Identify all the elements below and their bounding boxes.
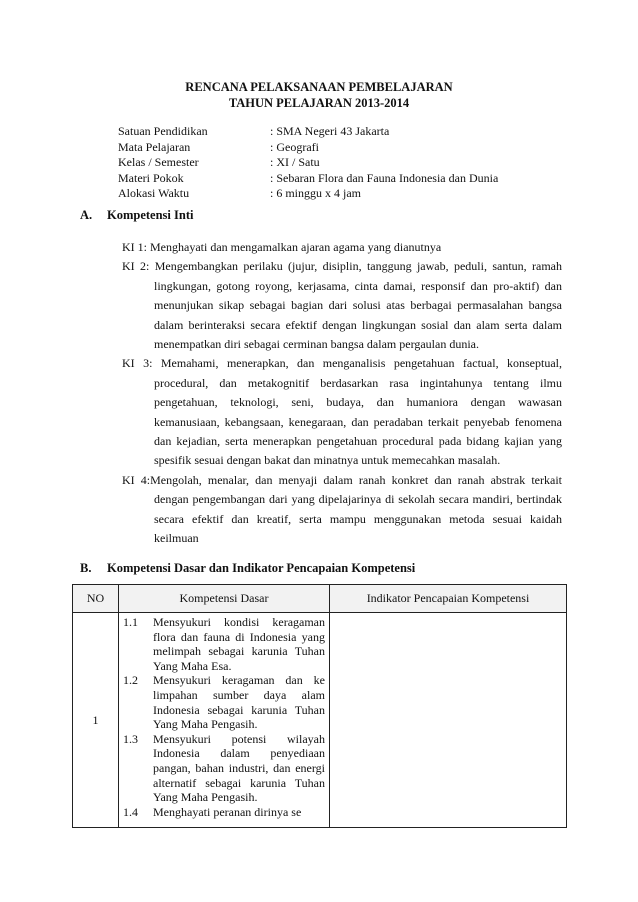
info-row bbox=[118, 155, 498, 171]
header-indikator: Indikator Pencapaian Kompetensi bbox=[330, 585, 567, 613]
section-letter: A. bbox=[80, 208, 93, 222]
info-value: : Geografi bbox=[270, 139, 319, 154]
section-title: Kompetensi Dasar dan Indikator Pencapaian Kompetensi bbox=[107, 561, 416, 575]
info-value: : 6 minggu x 4 jam bbox=[270, 186, 361, 201]
info-value: : Sebaran Flora dan Fauna Indonesia dan Dunia bbox=[270, 170, 499, 185]
kd-number: 1.4 bbox=[123, 804, 138, 819]
kd-item bbox=[123, 615, 325, 673]
identity-block bbox=[118, 124, 498, 202]
table-row bbox=[73, 613, 567, 828]
kd-number: 1.2 bbox=[123, 673, 138, 688]
table-header-row bbox=[73, 585, 567, 613]
kd-item bbox=[123, 805, 325, 820]
kd-text: Mensyukuri keragaman dan ke limpahan sumber daya alam Indonesia sebagai karunia Tuhan Yang Maha Pengasih. bbox=[153, 673, 325, 732]
kd-number: 1.1 bbox=[123, 615, 138, 629]
header-no: NO bbox=[73, 585, 119, 613]
kompetensi-dasar-cell bbox=[119, 613, 330, 828]
info-label: Alokasi Waktu bbox=[118, 186, 190, 201]
info-row bbox=[118, 124, 498, 140]
kd-text: Mensyukuri potensi wilayah Indonesia dalam penyediaan pangan, bahan industri, dan energi alternatif sebagai karunia Tuhan Yang Maha Pengasih. bbox=[153, 731, 325, 805]
kd-item bbox=[123, 673, 325, 731]
info-row bbox=[118, 140, 498, 156]
kd-number: 1.3 bbox=[123, 731, 138, 746]
kd-text: Mensyukuri kondisi keragaman flora dan fauna di Indonesia yang melimpah sebagai karunia Tuhan Yang Maha Esa. bbox=[153, 615, 325, 673]
info-label: Satuan Pendidikan bbox=[118, 124, 208, 138]
kd-text: Menghayati peranan dirinya se bbox=[153, 804, 302, 819]
section-b-heading bbox=[80, 561, 415, 576]
section-title: Kompetensi Inti bbox=[107, 208, 194, 222]
info-row bbox=[118, 171, 498, 187]
ki-item: KI 1: Menghayati dan mengamalkan ajaran agama yang dianutnya bbox=[122, 240, 442, 254]
document-title: RENCANA PELAKSANAAN PEMBELAJARAN bbox=[185, 80, 453, 94]
info-value: : XI / Satu bbox=[270, 155, 320, 170]
indikator-cell bbox=[330, 613, 567, 828]
kompetensi-inti-list bbox=[122, 238, 562, 549]
header-kompetensi-dasar: Kompetensi Dasar bbox=[119, 585, 330, 613]
ki-item: KI 4:Mengolah, menalar, dan menyaji dalam ranah konkret dan ranah abstrak terkait dengan pengembangan dari yang dipelajarinya di sekolah secara mandiri, bertindak secara efektif dan kreatif, serta mampu menggunakan metoda sesuai kaidah keilmuan bbox=[122, 472, 562, 546]
info-row bbox=[118, 186, 498, 202]
ki-item: KI 3: Memahami, menerapkan, dan menganalisis pengetahuan factual, konseptual, procedural, dan metakognitif berdasarkan rasa ingintahunya tentang ilmu pengetahuan, teknologi, seni, budaya, dan humaniora dengan wawasan kemanusiaan, kebangsaan, kenegaraan, dan peradaban terkait penyebab fenomena dan kejadian, serta menerapkan pengetahuan procedural pada bidang kajian yang spesifik sesuai dengan bakat dan minatnya untuk memecahkan masalah. bbox=[122, 356, 562, 468]
ki-item: KI 2: Mengembangkan perilaku (jujur, disiplin, tanggung jawab, peduli, santun, ramah lingkungan, gotong royong, kerjasama, cinta damai, responsif dan pro-aktif) dan menunjukan sikap sebagai bagian dari solusi atas berbagai permasalahan bangsa dalam berinteraksi secara efektif dengan lingkungan sosial dan alam serta dalam menempatkan diri sebagai cerminan bangsa dalam pergaulan dunia. bbox=[122, 259, 562, 352]
info-label: Mata Pelajaran bbox=[118, 139, 191, 154]
section-letter: B. bbox=[80, 561, 92, 575]
document-subtitle: TAHUN PELAJARAN 2013-2014 bbox=[228, 96, 410, 110]
info-value: : SMA Negeri 43 Jakarta bbox=[270, 124, 390, 138]
row-number: 1 bbox=[73, 613, 119, 828]
info-label: Materi Pokok bbox=[118, 170, 184, 185]
kd-item bbox=[123, 732, 325, 805]
competency-table bbox=[72, 584, 567, 828]
section-a-heading bbox=[80, 208, 193, 223]
info-label: Kelas / Semester bbox=[118, 155, 199, 170]
